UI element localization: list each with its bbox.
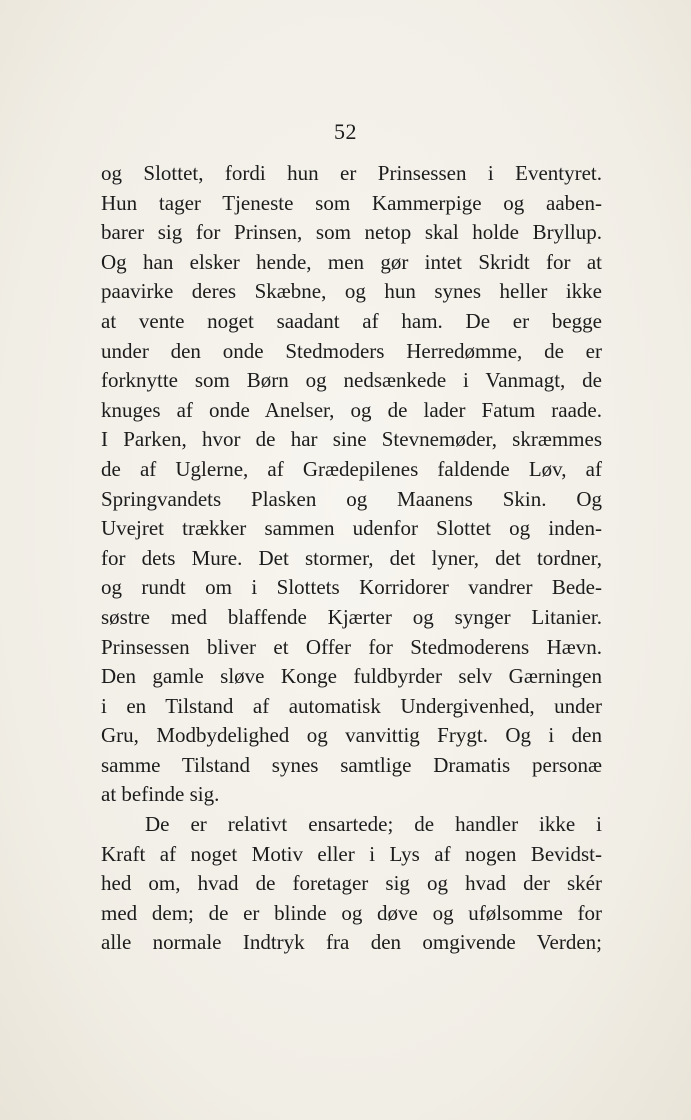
text-line: Kraft af noget Motiv eller i Lys af nogen Bevidst- (101, 841, 602, 866)
text-line: forknytte som Børn og nedsænkede i Vanmagt, de (101, 368, 602, 393)
text-line: med dem; de er blinde og døve og ufølsomme for (101, 900, 602, 925)
text-line: Uvejret trækker sammen udenfor Slottet og inden- (101, 516, 602, 541)
text-line: samme Tilstand synes samtlige Dramatis personæ (101, 752, 602, 777)
text-line: De er relativt ensartede; de handler ikke i (145, 812, 602, 837)
page-number: 52 (334, 119, 357, 144)
text-line: barer sig for Prinsen, som netop skal holde Bryllup. (101, 220, 602, 245)
text-line: Og han elsker hende, men gør intet Skridt for at (101, 249, 602, 274)
text-line: Den gamle sløve Konge fuldbyrder selv Gærningen (101, 664, 602, 689)
text-line: alle normale Indtryk fra den omgivende Verden; (101, 930, 602, 955)
body-text (101, 159, 602, 958)
text-line: søstre med blaffende Kjærter og synger Litanier. (101, 604, 602, 629)
text-line: for dets Mure. Det stormer, det lyner, det tordner, (101, 545, 602, 570)
text-line: hed om, hvad de foretager sig og hvad der skér (101, 871, 602, 896)
text-line: og Slottet, fordi hun er Prinsessen i Eventyret. (101, 161, 602, 185)
text-line: Springvandets Plasken og Maanens Skin. Og (101, 486, 602, 511)
text-line: i en Tilstand af automatisk Undergivenhed, under (101, 693, 602, 718)
text-line: I Parken, hvor de har sine Stevnemøder, skræmmes (101, 427, 602, 452)
text-line: at befinde sig. (101, 782, 220, 807)
text-line: og rundt om i Slottets Korridorer vandrer Bede- (101, 575, 602, 600)
text-line: paavirke deres Skæbne, og hun synes heller ikke (101, 279, 602, 304)
text-line: Hun tager Tjeneste som Kammerpige og aaben- (101, 190, 602, 215)
text-line: at vente noget saadant af ham. De er begge (101, 308, 602, 333)
text-line: under den onde Stedmoders Herredømme, de er (101, 338, 602, 363)
text-line: de af Uglerne, af Grædepilenes faldende Løv, af (101, 456, 602, 481)
text-line: Gru, Modbydelighed og vanvittig Frygt. Og i den (101, 723, 602, 748)
text-line: knuges af onde Anelser, og de lader Fatum raade. (101, 397, 602, 422)
text-line: Prinsessen bliver et Offer for Stedmoderens Hævn. (101, 634, 602, 659)
